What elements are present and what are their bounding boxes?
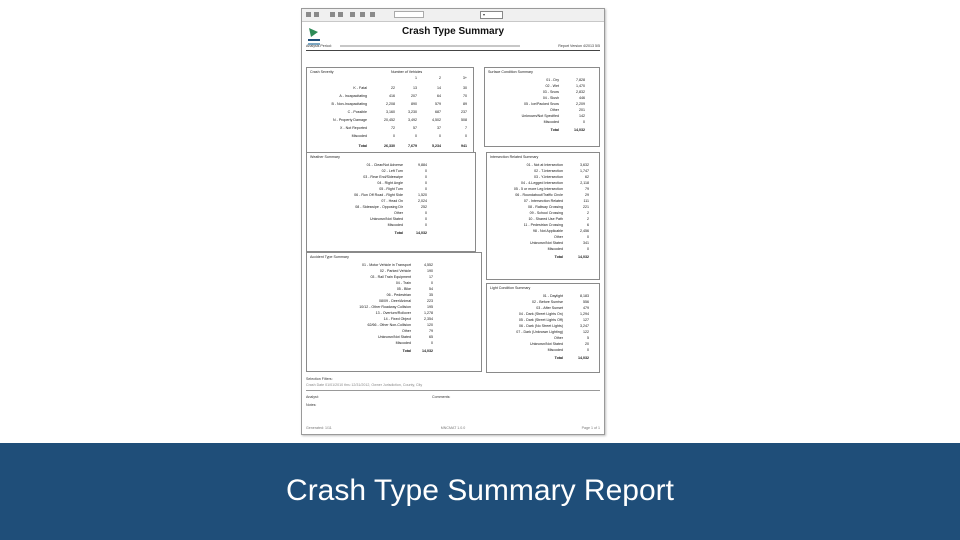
intersection-row [487,235,599,240]
surface-row-label: Other [550,108,559,112]
light-total-value: 14,032 [578,356,589,360]
selection-filters-label: Selection Filters: [306,377,333,381]
severity-total-cell: 941 [461,144,467,148]
severity-cell: 57 [413,126,417,130]
light-row [487,324,599,329]
accident-row-value: 79 [429,329,433,333]
surface-row-value: 0 [583,120,585,124]
accident-row-value: 4,552 [424,263,433,267]
light-row-value: 3,247 [580,324,589,328]
accident-row [307,317,481,322]
severity-row-label: N - Property Damage [333,118,367,122]
surface-row-label: 04 - Slush [542,96,559,100]
accident-row-label: 13 - Overturn/Rollover [375,311,411,315]
accident-row-value: 65 [429,335,433,339]
severity-cell: 0 [393,134,395,138]
weather-row [307,199,475,204]
weather-row-label: 05 - Right Turn [379,187,403,191]
accident-row-value: 2,354 [424,317,433,321]
accident-row-label: 05 - Bike [396,287,411,291]
severity-cell: 0 [415,134,417,138]
header-divider [306,50,600,51]
light-row-value: 127 [583,318,589,322]
accident-row-value: 0 [431,341,433,345]
intersection-row-value: 29 [585,193,589,197]
surface-row-value: 446 [579,96,585,100]
accident-row [307,263,481,268]
intersection-total-value: 14,032 [578,255,589,259]
surface-row [485,120,599,125]
weather-row [307,193,475,198]
prev-page-icon[interactable] [314,12,319,17]
zoom-select[interactable]: ▾ [480,11,503,19]
intersection-row-label: 10 - Shared Use Path [528,217,563,221]
intersection-row-label: 98 - Not Applicable [532,229,563,233]
accident-row-value: 17 [429,275,433,279]
severity-total-label: Total [358,144,367,148]
surface-row-value: 142 [579,114,585,118]
accident-row [307,335,481,340]
slide-caption: Crash Type Summary Report [286,474,674,507]
light-row-value: 556 [583,300,589,304]
weather-row-label: 02 - Left Turn [381,169,403,173]
severity-total-cell: 7,679 [408,144,417,148]
severity-row-label: C - Possible [347,110,367,114]
light-row-label: 04 - Dark (Street Lights On) [518,312,563,316]
severity-row-label: K - Fatal [353,86,367,90]
surface-row-value: 201 [579,108,585,112]
intersection-row-value: 111 [583,199,589,203]
intersection-row-value: 2,456 [580,229,589,233]
intersection-row-value: 3,632 [580,163,589,167]
weather-title: Weather Summary [310,155,340,159]
footer-app-version: MNCMAT 1.0.0 [440,426,466,430]
accident-row-label: Other [402,329,411,333]
severity-total-row [307,144,473,149]
intersection-row-value: 62 [585,175,589,179]
intersection-row-label: 01 - Not at Intersection [526,163,563,167]
intersection-row-value: 79 [585,187,589,191]
light-row [487,300,599,305]
surface-row [485,114,599,119]
severity-cell: 508 [461,118,467,122]
intersection-row [487,205,599,210]
weather-row-value: 0 [425,223,427,227]
light-total-row [487,356,599,361]
light-row-label: 02 - Before Sunrise [532,300,563,304]
intersection-row [487,217,599,222]
accident-row-label: 04 - Train [395,281,411,285]
weather-row [307,163,475,168]
surface-row [485,108,599,113]
severity-row [307,118,473,123]
light-row-value: 8,183 [580,294,589,298]
severity-cell: 0 [465,134,467,138]
weather-row-value: 0 [425,217,427,221]
weather-row [307,175,475,180]
notes-label: Notes: [306,403,317,407]
accident-row-value: 0 [431,281,433,285]
refresh-icon[interactable] [350,12,355,17]
weather-row-label: Other [394,211,403,215]
severity-cell: 207 [411,94,417,98]
intersection-row-value: 221 [583,205,589,209]
surface-row-label: Miscoded [543,120,559,124]
intersection-row-label: 02 - T-Intersection [534,169,563,173]
accident-row-value: 1,278 [424,311,433,315]
intersection-row-value: 0 [587,235,589,239]
intersection-total-row [487,255,599,260]
accident-row-value: 120 [427,323,433,327]
severity-row-label: Miscoded [351,134,367,138]
footer-generated: Generated: 1/11 [306,426,332,430]
severity-cell: 416 [389,94,395,98]
print-icon[interactable] [360,12,365,17]
comments-label: Comments: [432,395,451,399]
light-row-value: 122 [583,330,589,334]
severity-row-label: B - Non-Incapacitating [331,102,367,106]
surface-total-label: Total [550,128,559,132]
surface-row-label: 05 - Ice/Packed Snow [524,102,559,106]
severity-cell: 0 [439,134,441,138]
intersection-row-value: 6 [587,223,589,227]
intersection-row [487,193,599,198]
light-row [487,330,599,335]
light-row-value: 5 [587,336,589,340]
weather-total-value: 14,032 [416,231,427,235]
intersection-row [487,211,599,216]
surface-row [485,78,599,83]
severity-row [307,126,473,131]
severity-cell: 72 [391,126,395,130]
weather-row-value: 1,520 [418,193,427,197]
intersection-row-value: 1,747 [580,169,589,173]
light-row [487,342,599,347]
light-row-label: Other [554,336,563,340]
severity-cell: 890 [411,102,417,106]
severity-col-header: 1 [415,76,417,80]
surface-condition-title: Surface Condition Summary [488,70,533,74]
intersection-row [487,241,599,246]
accident-row [307,323,481,328]
first-page-icon[interactable] [306,12,311,17]
weather-row [307,205,475,210]
weather-panel [306,152,476,252]
surface-row-label: 03 - Snow [542,90,559,94]
weather-row [307,217,475,222]
intersection-row-label: 03 - Y-Intersection [534,175,563,179]
severity-row [307,110,473,115]
severity-cell: 37 [437,126,441,130]
vehicles-col-header: Number of Vehicles [391,70,423,74]
severity-cell: 64 [437,94,441,98]
severity-cell: 4,502 [432,118,441,122]
light-condition-panel [486,283,600,373]
weather-row-label: Unknown/Not Stated [370,217,403,221]
surface-row [485,90,599,95]
accident-row [307,305,481,310]
intersection-row [487,187,599,192]
surface-row-value: 2,209 [576,102,585,106]
severity-row-label: A - Incapacitating [339,94,367,98]
accident-row-label: 01 - Motor Vehicle in Transport [362,263,411,267]
light-row-value: 0 [587,348,589,352]
intersection-row [487,199,599,204]
light-row-label: Miscoded [547,348,563,352]
filter-summary-line [340,45,520,47]
intersection-row-label: 11 - Pedestrian Crossing [523,223,563,227]
intersection-row [487,169,599,174]
surface-row-label: 02 - Wet [545,84,559,88]
light-row-value: 479 [583,306,589,310]
severity-cell: 3,160 [386,110,395,114]
severity-cell: 70 [463,94,467,98]
crash-severity-panel [306,67,474,153]
accident-row [307,281,481,286]
weather-row-value: 0 [425,169,427,173]
severity-cell: 22 [391,86,395,90]
light-total-label: Total [554,356,563,360]
light-row-label: 03 - After Sunset [536,306,563,310]
report-title: Crash Type Summary [401,26,505,37]
surface-total-row [485,128,599,133]
accident-total-label: Total [402,349,411,353]
weather-row-value: 2,024 [418,199,427,203]
severity-cell: 2,208 [386,102,395,106]
light-row-label: 05 - Dark (Street Lights Off) [518,318,563,322]
light-row-label: 07 - Dark (Unknown Lighting) [516,330,563,334]
severity-row [307,134,473,139]
light-row-label: 01 - Daylight [542,294,563,298]
accident-row [307,299,481,304]
weather-row [307,187,475,192]
severity-row-label: X - Not Reported [340,126,367,130]
weather-row-label: 01 - Clear/Not Adverse [366,163,403,167]
intersection-row [487,247,599,252]
severity-col-header: 3+ [462,76,467,80]
accident-type-panel [306,252,482,372]
accident-row-value: 223 [427,299,433,303]
severity-cell: 3,230 [408,110,417,114]
accident-row-label: 14 - Fixed Object [383,317,411,321]
accident-total-value: 14,032 [422,349,433,353]
intersection-row-value: 2 [587,217,589,221]
accident-row [307,341,481,346]
report-page [301,8,605,435]
severity-cell: 7 [465,126,467,130]
intersection-row-label: Unknown/Not Stated [530,241,563,245]
intersection-row-label: 09 - School Crossing [529,211,563,215]
intersection-row-label: 08 - Railway Crossing [528,205,563,209]
severity-cell: 30 [463,86,467,90]
severity-cell: 237 [461,110,467,114]
severity-cell: 14 [437,86,441,90]
weather-row-value: 0 [425,211,427,215]
severity-row [307,94,473,99]
severity-cell: 579 [435,102,441,106]
accident-type-title: Accident Type Summary [310,255,349,259]
surface-condition-panel [484,67,600,147]
page-info: Report Version 4/2013 5/5 [558,44,600,48]
severity-col-header: 2 [439,76,441,80]
severity-cell: 89 [463,102,467,106]
light-row-value: 20 [585,342,589,346]
intersection-row-label: 04 - 4-Legged Intersection [521,181,563,185]
weather-row-value: 252 [421,205,427,209]
weather-row-label: 03 - Rear End/Sideswipe [363,175,403,179]
intersection-row-value: 2 [587,211,589,215]
surface-row-label: Unknown/Not Specified [521,114,559,118]
accident-row-value: 195 [427,305,433,309]
severity-row [307,102,473,107]
light-condition-title: Light Condition Summary [490,286,531,290]
light-row-label: Unknown/Not Stated [530,342,563,346]
severity-cell: 20,452 [384,118,395,122]
export-icon[interactable] [370,12,375,17]
accident-row [307,329,481,334]
weather-row-label: Miscoded [387,223,403,227]
surface-row-value: 2,832 [576,90,585,94]
analyst-label: Analyst: [306,395,319,399]
accident-row-label: 10/12 - Other Roadway Collision [359,305,411,309]
intersection-row-label: 06 - Roundabout/Traffic Circle [515,193,563,197]
severity-cell: 687 [435,110,441,114]
accident-row-label: Miscoded [395,341,411,345]
weather-row-value: 0 [425,187,427,191]
severity-row [307,86,473,91]
accident-row [307,311,481,316]
surface-row-value: 1,470 [576,84,585,88]
intersection-row [487,163,599,168]
accident-row [307,293,481,298]
severity-total-cell: 5,234 [432,144,441,148]
viewer-toolbar [302,9,604,22]
analysis-period-label: Analysis Period: [306,44,332,48]
weather-row-label: 07 - Head On [381,199,403,203]
surface-row [485,96,599,101]
surface-row [485,84,599,89]
surface-row-label: 01 - Dry [546,78,559,82]
light-row [487,294,599,299]
light-row-value: 1,294 [580,312,589,316]
light-row [487,312,599,317]
weather-row-label: 04 - Right Angle [377,181,403,185]
intersection-row-label: Miscoded [547,247,563,251]
weather-row-value: 9,884 [418,163,427,167]
light-row [487,318,599,323]
selection-filters-text: Crash Date 01/01/2010 thru 12/31/2012, Owner Jurisdiction, County, City [306,383,423,387]
weather-row [307,181,475,186]
surface-row [485,102,599,107]
accident-row-label: 02 - Parked Vehicle [379,269,411,273]
weather-total-label: Total [394,231,403,235]
weather-row [307,169,475,174]
light-row [487,348,599,353]
accident-row-label: 03 - Rail Train Equipment [370,275,411,279]
intersection-row [487,229,599,234]
intersection-row-value: 341 [583,241,589,245]
severity-cell: 13 [413,86,417,90]
accident-row-label: 08/09 - Deer/Animal [379,299,411,303]
weather-total-row [307,231,475,236]
intersection-row-value: 2,118 [580,181,589,185]
accident-row-label: 06 - Pedestrian [386,293,411,297]
accident-row-label: 62/66 - Other Non-Collision [367,323,411,327]
intersection-row-label: Other [554,235,563,239]
weather-row-value: 0 [425,181,427,185]
intersection-row-label: 05 - 5 or more Leg Intersection [513,187,563,191]
severity-col-headers [307,76,473,81]
surface-total-value: 14,032 [574,128,585,132]
crash-severity-title: Crash Severity [310,70,334,74]
accident-row-value: 54 [429,287,433,291]
light-row-label: 06 - Dark (No Street Lights) [519,324,563,328]
intersection-row [487,175,599,180]
filters-divider [306,390,600,391]
accident-row [307,269,481,274]
intersection-row-value: 0 [587,247,589,251]
accident-row-value: 190 [427,269,433,273]
weather-row-label: 06 - Run Off Road - Right Side [354,193,403,197]
find-input[interactable] [394,11,424,18]
weather-row [307,223,475,228]
accident-row [307,287,481,292]
intersection-row [487,181,599,186]
accident-row-label: Unknown/Not Stated [378,335,411,339]
severity-total-cell: 26,330 [384,144,395,148]
footer-page-number: Page 1 of 1 [581,426,600,430]
weather-row-label: 08 - Sideswipe - Opposing Dir [355,205,403,209]
next-page-icon[interactable] [330,12,335,17]
intersection-total-label: Total [554,255,563,259]
weather-row-value: 0 [425,175,427,179]
light-row [487,306,599,311]
weather-row [307,211,475,216]
surface-row-value: 7,828 [576,78,585,82]
intersection-title: Intersection Related Summary [490,155,539,159]
intersection-row [487,223,599,228]
light-row [487,336,599,341]
accident-row-value: 35 [429,293,433,297]
accident-total-row [307,349,481,354]
intersection-row-label: 07 - Intersection Related [523,199,563,203]
severity-cell: 3,492 [408,118,417,122]
intersection-panel [486,152,600,280]
accident-row [307,275,481,280]
last-page-icon[interactable] [338,12,343,17]
